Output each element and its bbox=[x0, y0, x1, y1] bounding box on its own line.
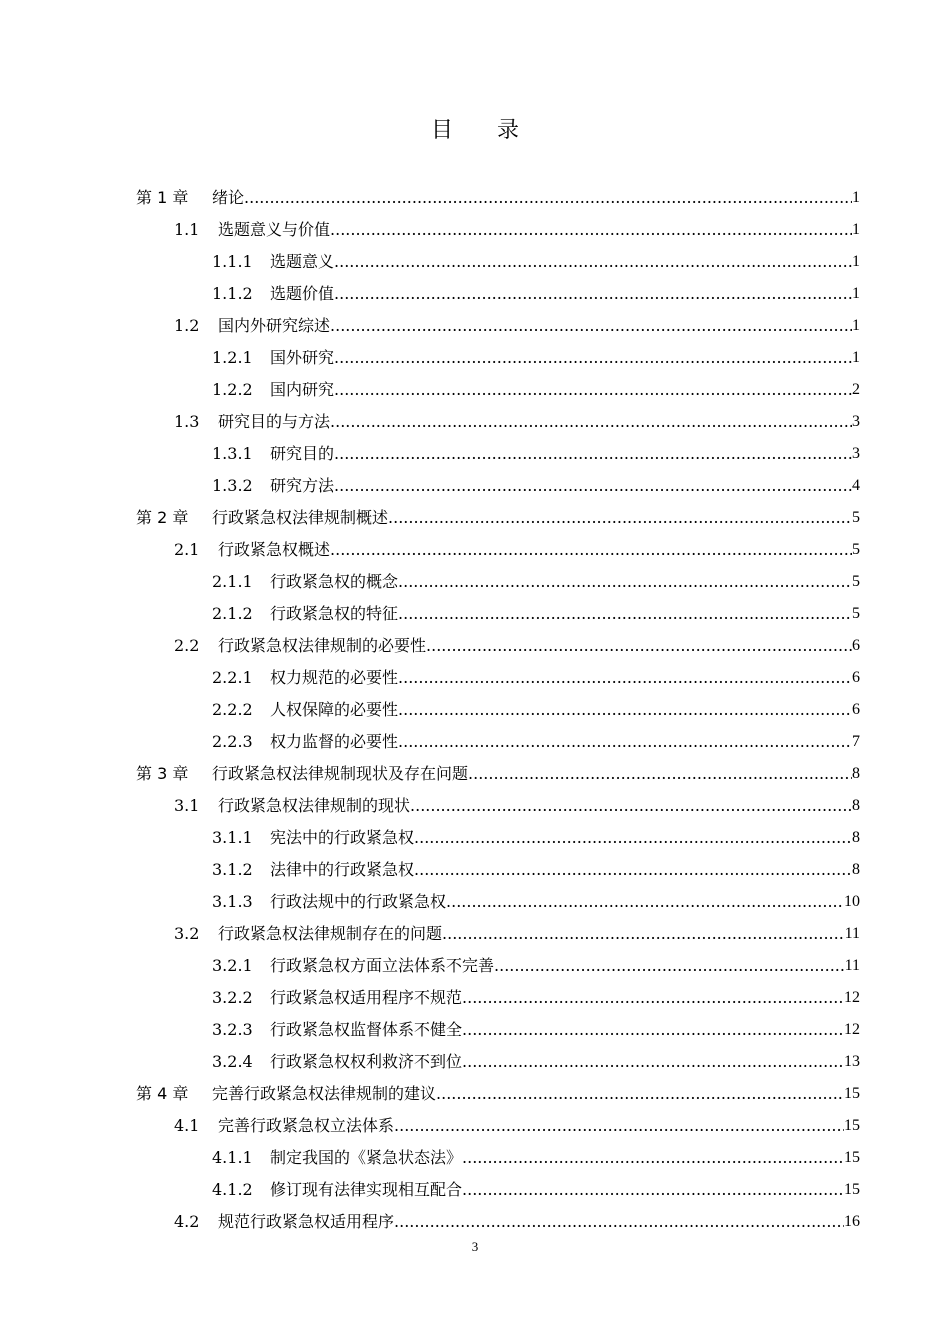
toc-dot-leader bbox=[330, 412, 852, 432]
toc-entry[interactable] bbox=[174, 916, 860, 948]
toc-dot-leader bbox=[462, 988, 844, 1008]
toc-entry-page: 8 bbox=[852, 765, 860, 782]
toc-entry-page: 8 bbox=[852, 829, 860, 846]
toc-entry-title: 研究目的与方法 bbox=[218, 412, 331, 431]
toc-entry-title: 行政紧急权的特征 bbox=[270, 604, 399, 623]
toc-dot-leader bbox=[394, 1212, 844, 1232]
toc-entry-number: 4.1.1 bbox=[212, 1148, 253, 1167]
toc-entry[interactable] bbox=[174, 788, 860, 820]
toc-entry-title: 行政紧急权法律规制的必要性 bbox=[218, 636, 427, 655]
toc-entry-title: 权力规范的必要性 bbox=[270, 668, 399, 687]
toc-entry-page: 15 bbox=[844, 1085, 860, 1102]
toc-dot-leader bbox=[334, 380, 852, 400]
toc-dot-leader bbox=[334, 252, 852, 272]
toc-dot-leader bbox=[330, 220, 852, 240]
toc-dot-leader bbox=[244, 188, 852, 208]
toc-entry-page: 5 bbox=[852, 573, 860, 590]
toc-dot-leader bbox=[330, 540, 852, 560]
toc-entry[interactable] bbox=[212, 596, 860, 628]
toc-entry-title: 行政紧急权适用程序不规范 bbox=[270, 988, 463, 1007]
toc-entry-number: 3.1.3 bbox=[212, 892, 253, 911]
page-number: 3 bbox=[471, 1239, 479, 1254]
toc-entry[interactable] bbox=[136, 756, 860, 788]
toc-entry-page: 2 bbox=[852, 381, 860, 398]
toc-entry[interactable] bbox=[174, 1108, 860, 1140]
toc-entry-page: 12 bbox=[844, 989, 860, 1006]
toc-entry-title: 行政紧急权方面立法体系不完善 bbox=[270, 956, 495, 975]
toc-entry-page: 1 bbox=[852, 349, 860, 366]
toc-entry-number: 1.1.1 bbox=[212, 252, 253, 271]
toc-dot-leader bbox=[414, 828, 852, 848]
toc-entry-title: 权力监督的必要性 bbox=[270, 732, 399, 751]
title-char-1: 目 bbox=[430, 118, 453, 143]
toc-entry[interactable] bbox=[212, 948, 860, 980]
toc-dot-leader bbox=[334, 444, 852, 464]
toc-dot-leader bbox=[462, 1052, 844, 1072]
toc-entry-page: 7 bbox=[852, 733, 860, 750]
toc-entry[interactable] bbox=[174, 404, 860, 436]
toc-entry-number: 1.2.2 bbox=[212, 380, 253, 399]
toc-entry-page: 3 bbox=[852, 413, 860, 430]
toc-entry-page: 5 bbox=[852, 509, 860, 526]
toc-entry-title: 行政紧急权的概念 bbox=[270, 572, 399, 591]
toc-entry[interactable] bbox=[212, 980, 860, 1012]
toc-dot-leader bbox=[398, 668, 852, 688]
toc-entry[interactable] bbox=[174, 628, 860, 660]
toc-entry-page: 12 bbox=[844, 1021, 860, 1038]
toc-entry-number: 4.1 bbox=[174, 1116, 200, 1135]
toc-entry[interactable] bbox=[212, 884, 860, 916]
toc-entry[interactable] bbox=[212, 244, 860, 276]
toc-entry-title: 行政紧急权权利救济不到位 bbox=[270, 1052, 463, 1071]
toc-entry-title: 人权保障的必要性 bbox=[270, 700, 399, 719]
toc-entry-page: 1 bbox=[852, 189, 860, 206]
toc-entry-title: 行政紧急权法律规制的现状 bbox=[218, 796, 411, 815]
toc-entry[interactable] bbox=[136, 500, 860, 532]
toc-entry-number: 2.2.2 bbox=[212, 700, 253, 719]
toc-entry-number: 3.2.3 bbox=[212, 1020, 253, 1039]
toc-dot-leader bbox=[398, 604, 852, 624]
toc-entry-number: 1.3.2 bbox=[212, 476, 253, 495]
toc-entry-page: 11 bbox=[844, 925, 860, 942]
toc-entry-title: 宪法中的行政紧急权 bbox=[270, 828, 415, 847]
toc-entry-number: 1.3.1 bbox=[212, 444, 253, 463]
toc-entry-number: 第 3 章 bbox=[136, 764, 189, 783]
toc-entry-page: 5 bbox=[852, 541, 860, 558]
toc-entry[interactable] bbox=[136, 1076, 860, 1108]
toc-dot-leader bbox=[442, 924, 845, 944]
toc-entry-title: 规范行政紧急权适用程序 bbox=[218, 1212, 395, 1231]
toc-entry-page: 1 bbox=[852, 317, 860, 334]
toc-entry-title: 法律中的行政紧急权 bbox=[270, 860, 415, 879]
toc-dot-leader bbox=[462, 1180, 844, 1200]
toc-entry-number: 3.1.2 bbox=[212, 860, 253, 879]
toc-entry-page: 15 bbox=[844, 1117, 860, 1134]
toc-entry-page: 1 bbox=[852, 285, 860, 302]
toc-entry[interactable] bbox=[212, 1172, 860, 1204]
toc-entry-page: 15 bbox=[844, 1149, 860, 1166]
toc-entry-number: 3.1 bbox=[174, 796, 200, 815]
toc-entry-number: 2.1.1 bbox=[212, 572, 253, 591]
toc-entry-title: 行政紧急权法律规制存在的问题 bbox=[218, 924, 443, 943]
toc-entry[interactable] bbox=[212, 340, 860, 372]
toc-entry-number: 1.2.1 bbox=[212, 348, 253, 367]
toc-entry-number: 4.1.2 bbox=[212, 1180, 253, 1199]
toc-dot-leader bbox=[394, 1116, 844, 1136]
toc-entry-number: 3.1.1 bbox=[212, 828, 253, 847]
toc-dot-leader bbox=[410, 796, 852, 816]
toc-entry-title: 行政紧急权概述 bbox=[218, 540, 331, 559]
toc-entry-title: 完善行政紧急权法律规制的建议 bbox=[212, 1084, 437, 1103]
toc-entry-title: 行政紧急权法律规制现状及存在问题 bbox=[212, 764, 469, 783]
toc-dot-leader bbox=[468, 764, 852, 784]
toc-entry-number: 3.2.4 bbox=[212, 1052, 253, 1071]
toc-entry-number: 1.1.2 bbox=[212, 284, 253, 303]
toc-entry-number: 2.2.3 bbox=[212, 732, 253, 751]
toc-entry-title: 选题意义 bbox=[270, 252, 335, 271]
toc-entry[interactable] bbox=[212, 852, 860, 884]
toc-dot-leader bbox=[398, 572, 852, 592]
toc-entry-number: 2.1.2 bbox=[212, 604, 253, 623]
toc-entry[interactable] bbox=[174, 532, 860, 564]
toc-entry[interactable] bbox=[212, 276, 860, 308]
toc-entry[interactable] bbox=[174, 1204, 860, 1236]
toc-entry[interactable] bbox=[212, 660, 860, 692]
toc-entry-page: 5 bbox=[852, 605, 860, 622]
toc-entry[interactable] bbox=[212, 724, 860, 756]
toc-entry-page: 6 bbox=[852, 669, 860, 686]
toc-dot-leader bbox=[414, 860, 852, 880]
toc-entry-page: 8 bbox=[852, 861, 860, 878]
toc-entry-number: 2.1 bbox=[174, 540, 200, 559]
toc-entry-page: 15 bbox=[844, 1181, 860, 1198]
toc-entry-number: 3.2.1 bbox=[212, 956, 253, 975]
toc-entry[interactable] bbox=[212, 1044, 860, 1076]
toc-entry[interactable] bbox=[212, 1012, 860, 1044]
toc-entry-number: 1.2 bbox=[174, 316, 200, 335]
toc-dot-leader bbox=[334, 348, 852, 368]
toc-entry-title: 选题价值 bbox=[270, 284, 335, 303]
toc-entry-number: 第 4 章 bbox=[136, 1084, 189, 1103]
toc-entry-title: 研究目的 bbox=[270, 444, 335, 463]
toc-dot-leader bbox=[388, 508, 852, 528]
toc-entry-title: 行政法规中的行政紧急权 bbox=[270, 892, 447, 911]
title-char-2: 录 bbox=[497, 118, 520, 143]
toc-entry-page: 13 bbox=[844, 1053, 860, 1070]
toc-entry[interactable] bbox=[212, 436, 860, 468]
toc-entry-page: 10 bbox=[844, 893, 860, 910]
toc-entry-page: 11 bbox=[844, 957, 860, 974]
toc-dot-leader bbox=[446, 892, 844, 912]
toc-entry[interactable] bbox=[174, 212, 860, 244]
toc-entry-page: 1 bbox=[852, 221, 860, 238]
toc-dot-leader bbox=[436, 1084, 844, 1104]
toc-dot-leader bbox=[426, 636, 852, 656]
toc-entry-number: 2.2 bbox=[174, 636, 200, 655]
toc-entry-title: 国外研究 bbox=[270, 348, 335, 367]
toc-entry-number: 第 2 章 bbox=[136, 508, 189, 527]
toc-entry-page: 4 bbox=[852, 477, 860, 494]
toc-entry-number: 3.2 bbox=[174, 924, 200, 943]
toc-entry[interactable] bbox=[212, 820, 860, 852]
toc-entry-page: 6 bbox=[852, 701, 860, 718]
toc-dot-leader bbox=[494, 956, 845, 976]
toc-entry-page: 6 bbox=[852, 637, 860, 654]
toc-dot-leader bbox=[398, 732, 852, 752]
toc-entry-title: 完善行政紧急权立法体系 bbox=[218, 1116, 395, 1135]
toc-entry-title: 行政紧急权法律规制概述 bbox=[212, 508, 389, 527]
toc-entry[interactable] bbox=[212, 1140, 860, 1172]
toc-entry-title: 国内外研究综述 bbox=[218, 316, 331, 335]
toc-entry-title: 国内研究 bbox=[270, 380, 335, 399]
toc-dot-leader bbox=[330, 316, 852, 336]
toc-entry-number: 1.1 bbox=[174, 220, 200, 239]
toc-entry-number: 1.3 bbox=[174, 412, 200, 431]
toc-entry[interactable] bbox=[174, 308, 860, 340]
toc-entry-title: 研究方法 bbox=[270, 476, 335, 495]
toc-entry-number: 第 1 章 bbox=[136, 188, 189, 207]
toc-entry-page: 3 bbox=[852, 445, 860, 462]
toc-entry[interactable] bbox=[136, 180, 860, 212]
toc-dot-leader bbox=[334, 284, 852, 304]
toc-entry-title: 选题意义与价值 bbox=[218, 220, 331, 239]
toc-dot-leader bbox=[462, 1148, 844, 1168]
toc-entry-number: 2.2.1 bbox=[212, 668, 253, 687]
toc-entry-title: 行政紧急权监督体系不健全 bbox=[270, 1020, 463, 1039]
toc-entry-title: 绪论 bbox=[212, 188, 245, 207]
toc-entry-number: 3.2.2 bbox=[212, 988, 253, 1007]
toc-entry[interactable] bbox=[212, 468, 860, 500]
toc-dot-leader bbox=[462, 1020, 844, 1040]
toc-dot-leader bbox=[398, 700, 852, 720]
toc-entry-title: 制定我国的《紧急状态法》 bbox=[270, 1148, 463, 1167]
toc-entry-page: 16 bbox=[844, 1213, 860, 1230]
toc-entry-page: 8 bbox=[852, 797, 860, 814]
toc-entry-title: 修订现有法律实现相互配合 bbox=[270, 1180, 463, 1199]
toc-dot-leader bbox=[334, 476, 852, 496]
toc-entry-number: 4.2 bbox=[174, 1212, 200, 1231]
page-title bbox=[0, 113, 950, 144]
toc-entry[interactable] bbox=[212, 692, 860, 724]
toc-entry-page: 1 bbox=[852, 253, 860, 270]
toc-entry[interactable] bbox=[212, 372, 860, 404]
toc-entry[interactable] bbox=[212, 564, 860, 596]
